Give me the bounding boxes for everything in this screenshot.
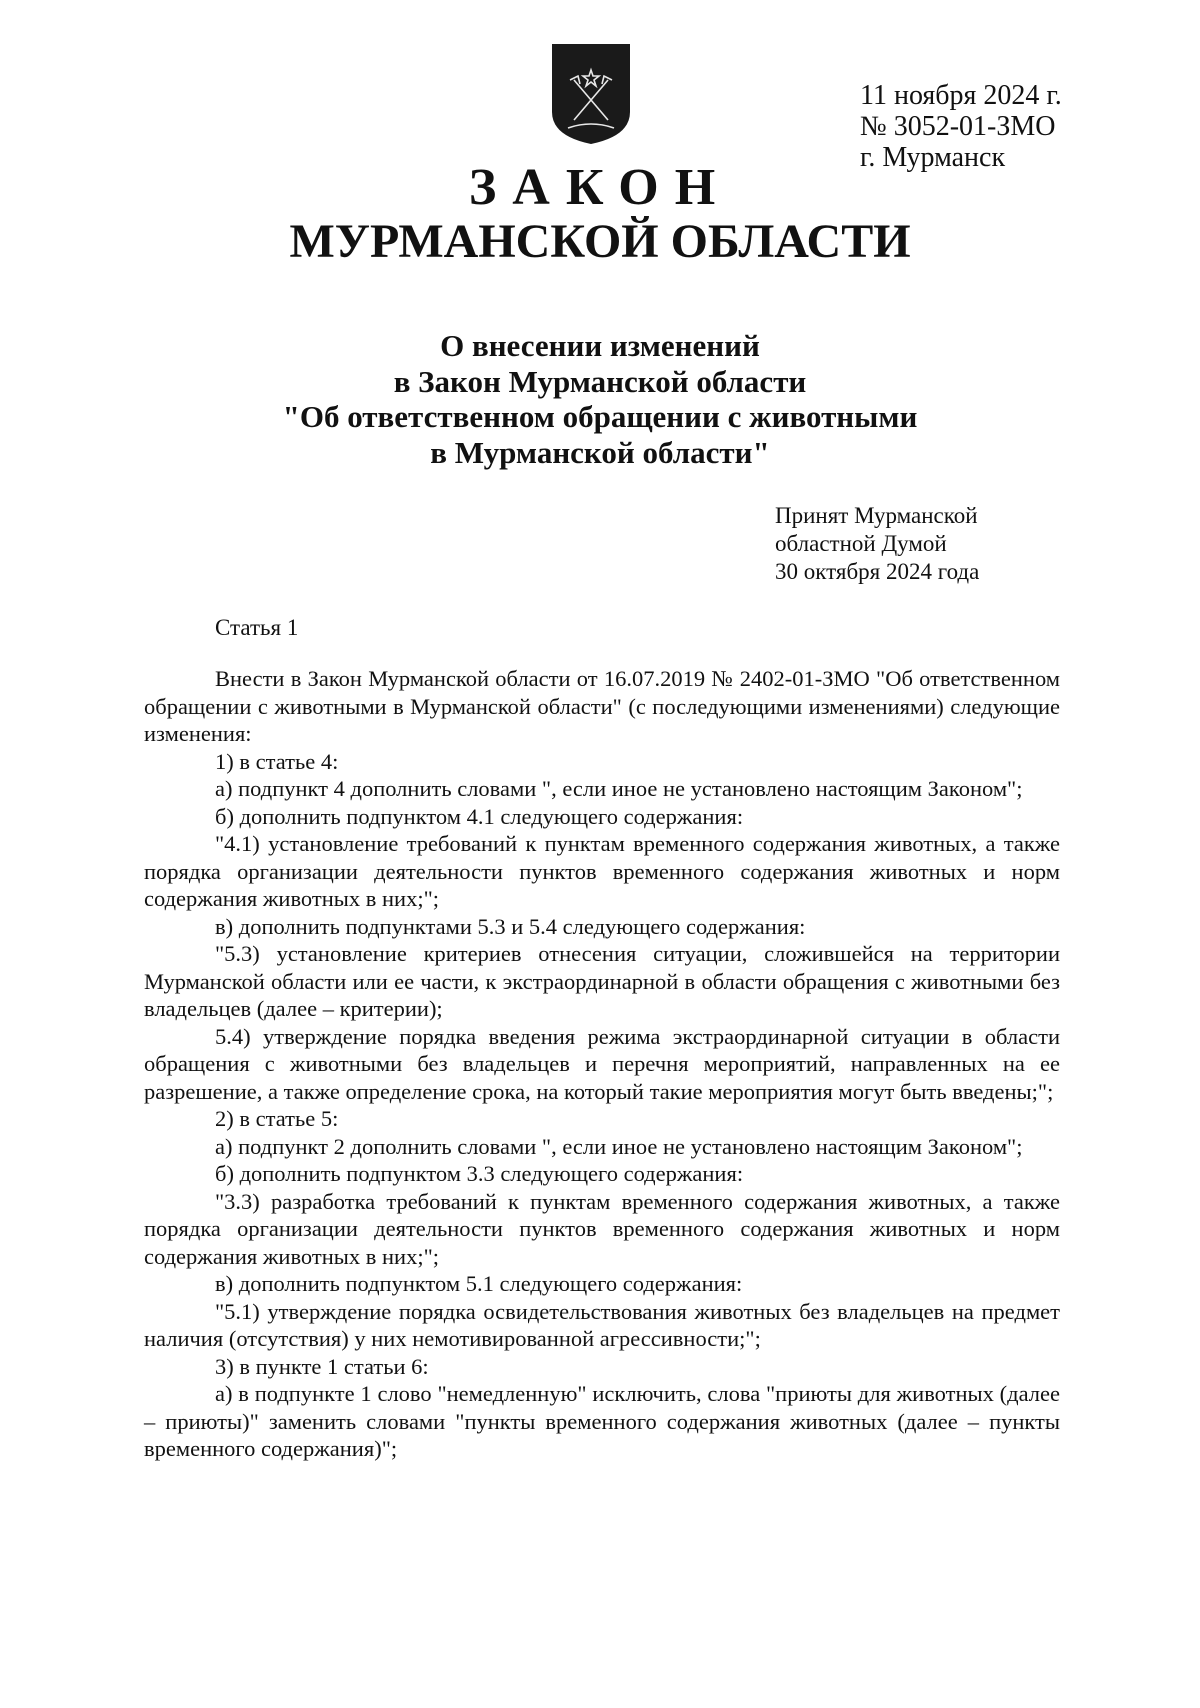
paragraph: 2) в статье 5: xyxy=(215,1106,339,1131)
document-city: г. Мурманск xyxy=(860,142,1006,173)
paragraph: 1) в статье 4: xyxy=(215,748,339,774)
subject-line: в Мурманской области" xyxy=(430,434,770,470)
adoption-line: 30 октября 2024 года xyxy=(775,559,980,584)
paragraph: б) дополнить подпунктом 4.1 следующего содержания: xyxy=(215,803,744,829)
document-region: МУРМАНСКОЙ ОБЛАСТИ xyxy=(289,215,911,268)
adoption-line: Принят Мурманской xyxy=(775,503,978,528)
coat-of-arms-icon xyxy=(548,40,634,148)
document-date: 11 ноября 2024 г. xyxy=(860,80,1062,111)
paragraph: "5.1) утверждение порядка освидетельствования животных без владельцев на предмет наличия (отсутствия) у них немотивированной агрессивности;"; xyxy=(144,1298,1060,1351)
paragraph: "4.1) установление требований к пунктам временного содержания животных, а также порядка организации деятельности пунктов временного содержания животных и норм содержания животных в них;"; xyxy=(144,831,1060,911)
document-title: ЗАКОН xyxy=(468,159,732,216)
paragraph: "5.3) установление критериев отнесения ситуации, сложившейся на территории Мурманской области или ее части, к экстраординарной в области обращения с животными без владельцев (далее – критерии); xyxy=(144,941,1060,1021)
subject-line: в Закон Мурманской области xyxy=(393,363,807,399)
paragraph: а) в подпункте 1 слово "немедленную" исключить, слова "приюты для животных (далее – приюты)" заменить словами "пункты временного содержания животных (далее – пункты временного содержания)"; xyxy=(144,1381,1060,1461)
paragraph: "3.3) разработка требований к пунктам временного содержания животных, а также порядка организации деятельности пунктов временного содержания животных и норм содержания животных в них;"; xyxy=(144,1188,1060,1269)
paragraph: а) подпункт 4 дополнить словами ", если иное не установлено настоящим Законом"; xyxy=(215,776,1023,801)
law-subject xyxy=(0,328,1200,470)
adoption-line: областной Думой xyxy=(775,531,947,556)
paragraph: б) дополнить подпунктом 3.3 следующего содержания: xyxy=(215,1161,744,1186)
document-number: № 3052-01-ЗМО xyxy=(860,111,1056,142)
subject-line: О внесении изменений xyxy=(440,328,760,363)
paragraph: а) подпункт 2 дополнить словами ", если иное не установлено настоящим Законом"; xyxy=(215,1133,1023,1159)
article-body xyxy=(144,665,1060,1463)
paragraph: 3) в пункте 1 статьи 6: xyxy=(215,1353,429,1379)
article-heading: Статья 1 xyxy=(215,615,299,640)
paragraph: в) дополнить подпунктами 5.3 и 5.4 следующего содержания: xyxy=(215,913,806,939)
subject-line: "Об ответственном обращении с животными xyxy=(282,399,918,434)
paragraph: в) дополнить подпунктом 5.1 следующего содержания: xyxy=(215,1271,743,1296)
paragraph: Внести в Закон Мурманской области от 16.07.2019 № 2402-01-ЗМО "Об ответственном обращении с животными в Мурманской области" (с последующими изменениями) следующие изменения: xyxy=(144,666,1060,746)
adoption-note xyxy=(775,502,979,586)
paragraph: 5.4) утверждение порядка введения режима экстраординарной ситуации в области обращения с животными без владельцев и перечня мероприятий, направленных на ее разрешение, а также определение срока, на который такие мероприятия могут быть введены;"; xyxy=(144,1023,1060,1104)
